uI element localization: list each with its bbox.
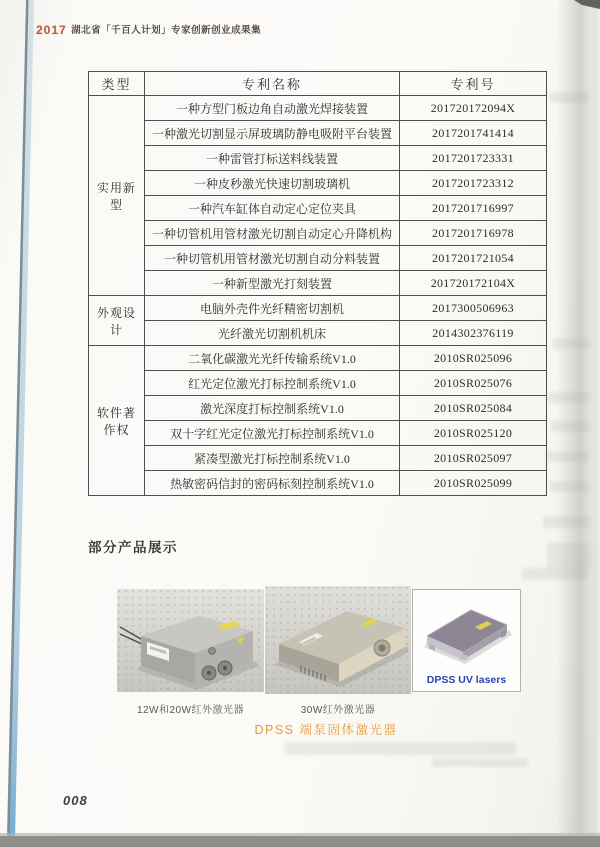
bleed-through-artifact <box>543 516 591 528</box>
table-row <box>89 321 547 346</box>
bleed-through-artifact <box>547 543 591 569</box>
table-row <box>89 221 547 246</box>
patent-name-cell: 一种方型门板边角自动激光焊接装置 <box>145 96 400 121</box>
patent-number-cell: 2010SR025120 <box>400 421 547 446</box>
patent-name-cell: 激光深度打标控制系统V1.0 <box>145 396 400 421</box>
header-title: 湖北省「千百人计划」专家创新创业成果集 <box>71 25 262 36</box>
patent-number-cell: 2010SR025097 <box>400 446 547 471</box>
patent-number-cell: 2017201716978 <box>400 221 547 246</box>
patent-type-cell: 实用新型 <box>89 96 145 296</box>
patent-name-cell: 双十字红光定位激光打标控制系统V1.0 <box>145 421 400 446</box>
column-header: 专利名称 <box>145 72 400 96</box>
patent-number-cell: 201720172094X <box>400 96 547 121</box>
patent-table <box>88 71 547 496</box>
table-row <box>89 171 547 196</box>
patent-name-cell: 一种雷管打标送料线装置 <box>145 146 400 171</box>
dpss-uv-lasers-label: DPSS UV lasers <box>426 674 507 686</box>
header-year: 2017 <box>36 23 67 37</box>
table-row <box>89 421 547 446</box>
patent-name-cell: 紧凑型激光打标控制系统V1.0 <box>145 446 400 471</box>
product-photo-dpss-uv-laser <box>412 589 521 692</box>
patent-name-cell: 一种切管机用管材激光切割自动定心升降机构 <box>145 221 400 246</box>
caption-ir-laser-12w20w: 12W和20W红外激光器 <box>136 705 245 716</box>
bleed-through-artifact <box>549 92 589 103</box>
page-number: 008 <box>63 793 88 808</box>
table-row <box>89 96 547 121</box>
patent-number-cell: 2017201723312 <box>400 171 547 196</box>
patent-name-cell: 一种皮秒激光快速切割玻璃机 <box>145 171 400 196</box>
patent-name-cell: 二氧化碳激光光纤传输系统V1.0 <box>145 346 400 371</box>
patent-name-cell: 一种切管机用管材激光切割自动分料装置 <box>145 246 400 271</box>
dpss-uv-laser-illustration <box>413 590 520 691</box>
patent-name-cell: 热敏密码信封的密码标刻控制系统V1.0 <box>145 471 400 496</box>
patent-number-cell: 2010SR025084 <box>400 396 547 421</box>
table-row <box>89 146 547 171</box>
table-row <box>89 471 547 496</box>
patent-number-cell: 2017201716997 <box>400 196 547 221</box>
patent-name-cell: 一种汽车缸体自动定心定位夹具 <box>145 196 400 221</box>
product-photo-ir-laser-30w <box>265 586 411 694</box>
table-row <box>89 296 547 321</box>
table-row <box>89 196 547 221</box>
column-header: 类型 <box>89 72 145 96</box>
patent-type-cell: 软件著作权 <box>89 346 145 496</box>
patent-number-cell: 2010SR025076 <box>400 371 547 396</box>
bleed-through-artifact <box>551 421 591 432</box>
patent-name-cell: 红光定位激光打标控制系统V1.0 <box>145 371 400 396</box>
page-header <box>36 21 261 39</box>
patent-number-cell: 2014302376119 <box>400 321 547 346</box>
caption-dpss-solid-state-laser: DPSS 端泵固体激光器 <box>254 723 398 737</box>
caption-ir-laser-30w: 30W红外激光器 <box>300 705 376 716</box>
bleed-through-artifact <box>284 742 516 755</box>
ir-laser-30w-illustration <box>265 586 411 694</box>
table-row <box>89 246 547 271</box>
patent-number-cell: 2010SR025099 <box>400 471 547 496</box>
column-header: 专利号 <box>400 72 547 96</box>
patent-number-cell: 2017201741414 <box>400 121 547 146</box>
patent-number-cell: 2017300506963 <box>400 296 547 321</box>
patent-name-cell: 光纤激光切割机机床 <box>145 321 400 346</box>
patent-name-cell: 一种新型激光打刻装置 <box>145 271 400 296</box>
bleed-through-artifact <box>550 481 590 492</box>
patent-name-cell: 电脑外壳件光纤精密切割机 <box>145 296 400 321</box>
table-row <box>89 396 547 421</box>
patent-table-body <box>89 96 547 496</box>
bleed-through-artifact <box>522 568 588 580</box>
patent-number-cell: 2017201721054 <box>400 246 547 271</box>
table-row <box>89 346 547 371</box>
ir-laser-12w20w-illustration <box>117 589 264 692</box>
patent-number-cell: 2017201723331 <box>400 146 547 171</box>
bleed-through-artifact <box>553 338 591 349</box>
patent-number-cell: 201720172104X <box>400 271 547 296</box>
patent-table-header-row <box>89 72 547 96</box>
bleed-through-artifact <box>432 758 528 767</box>
product-photo-ir-laser-12w20w <box>117 589 264 692</box>
table-row <box>89 371 547 396</box>
bleed-through-artifact <box>547 451 589 462</box>
patent-name-cell: 一种激光切割显示屏玻璃防静电吸附平台装置 <box>145 121 400 146</box>
table-row <box>89 446 547 471</box>
products-section-title: 部分产品展示 <box>88 540 178 555</box>
patent-type-cell: 外观设计 <box>89 296 145 346</box>
table-row <box>89 271 547 296</box>
bleed-through-artifact <box>548 392 590 403</box>
patent-number-cell: 2010SR025096 <box>400 346 547 371</box>
table-row <box>89 121 547 146</box>
